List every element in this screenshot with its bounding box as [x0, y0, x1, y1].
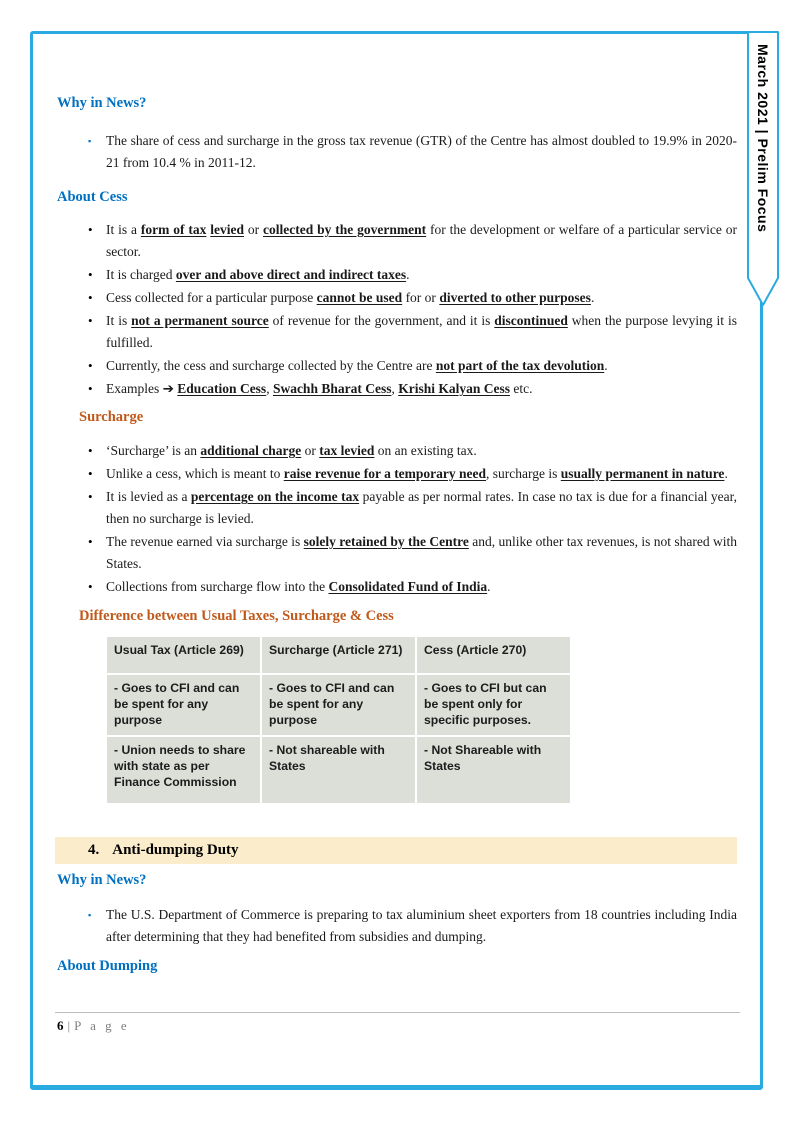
page-footer	[57, 1018, 760, 1034]
bullet-list-news-2	[57, 904, 737, 948]
heading-about-dumping: About Dumping	[57, 958, 158, 974]
bullet-icon: •	[88, 222, 93, 237]
bullet-icon: •	[88, 358, 93, 373]
footer-separator: |	[67, 1018, 71, 1033]
bullet-icon: •	[88, 313, 93, 328]
list-item	[57, 219, 737, 263]
list-item	[57, 130, 737, 174]
list-item-text: Currently, the cess and surcharge collected by the Centre are not part of the tax devolution.	[106, 358, 608, 373]
list-item-text: It is charged over and above direct and indirect taxes.	[106, 267, 410, 282]
comparison-table	[105, 635, 572, 805]
list-item-text: The revenue earned via surcharge is solely retained by the Centre and, unlike other tax revenues, is not shared with States.	[106, 534, 737, 571]
heading-why-in-news-2: Why in News?	[57, 872, 147, 888]
bullet-icon: •	[88, 267, 93, 282]
bullet-list-about-cess	[57, 219, 737, 400]
list-item-text: It is a form of tax levied or collected by the government for the development or welfare of a particular service or sector.	[106, 222, 738, 259]
list-item	[57, 264, 737, 286]
footer-divider	[55, 1012, 740, 1013]
list-item-text: It is levied as a percentage on the income tax payable as per normal rates. In case no tax is due for a financial year, then no surcharge is levied.	[106, 489, 737, 526]
bullet-icon: ▪	[88, 136, 92, 146]
bullet-icon: •	[88, 466, 93, 481]
sidebar-tab	[747, 31, 779, 309]
section-number: 4.	[88, 842, 100, 858]
bullet-icon: •	[88, 534, 93, 549]
table-header-cell: Surcharge (Article 271)	[262, 637, 415, 673]
list-item-text: The share of cess and surcharge in the gross tax revenue (GTR) of the Centre has almost doubled to 19.9% in 2020-21 from 10.4 % in 2011-12.	[106, 133, 737, 170]
list-item-text: Examples ➔ Education Cess, Swachh Bharat Cess, Krishi Kalyan Cess etc.	[106, 381, 533, 396]
table-header-cell: Cess (Article 270)	[417, 637, 570, 673]
bullet-icon: •	[88, 381, 93, 396]
table-header-row	[107, 637, 570, 673]
bullet-icon: •	[88, 290, 93, 305]
sidebar-tab-label-wrap	[747, 31, 779, 281]
list-item-text: Cess collected for a particular purpose cannot be used for or diverted to other purposes.	[106, 290, 595, 305]
list-item	[57, 355, 737, 377]
list-item	[57, 463, 737, 485]
list-item	[57, 904, 737, 948]
list-item	[57, 287, 737, 309]
list-item-text: It is not a permanent source of revenue for the government, and it is discontinued when the purpose levying it is fulfilled.	[106, 313, 737, 350]
list-item	[57, 576, 737, 598]
bullet-icon: •	[88, 489, 93, 504]
table-cell: - Goes to CFI and can be spent for any purpose	[262, 675, 415, 735]
page-number: 6	[57, 1018, 64, 1033]
page-content	[33, 34, 760, 1034]
table-cell: - Union needs to share with state as per Finance Commission	[107, 737, 260, 803]
table-row	[107, 675, 570, 735]
heading-why-in-news-1: Why in News?	[57, 95, 147, 111]
heading-about-cess: About Cess	[57, 189, 128, 205]
heading-difference: Difference between Usual Taxes, Surcharge & Cess	[79, 608, 394, 624]
table-cell: - Not Shareable with States	[417, 737, 570, 803]
section-title: Anti-dumping Duty	[112, 842, 239, 858]
list-item	[57, 378, 737, 400]
table-cell: - Not shareable with States	[262, 737, 415, 803]
list-item-text: Collections from surcharge flow into the Consolidated Fund of India.	[106, 579, 491, 594]
footer-page-label: P a g e	[74, 1018, 130, 1033]
bullet-icon: ▪	[88, 910, 92, 920]
bullet-icon: •	[88, 579, 93, 594]
table-header-cell: Usual Tax (Article 269)	[107, 637, 260, 673]
table-row	[107, 737, 570, 803]
list-item	[57, 531, 737, 575]
heading-surcharge: Surcharge	[79, 409, 144, 425]
list-item-text: ‘Surcharge’ is an additional charge or tax levied on an existing tax.	[106, 443, 477, 458]
list-item-text: The U.S. Department of Commerce is preparing to tax aluminium sheet exporters from 18 countries including India after determining that they had benefited from subsidies and dumping.	[106, 907, 737, 944]
list-item	[57, 440, 737, 462]
sidebar-tab-label: March 2021 | Prelim Focus	[755, 44, 771, 233]
bullet-list-surcharge	[57, 440, 737, 598]
section-4-band	[55, 837, 737, 864]
list-item	[57, 486, 737, 530]
list-item-text: Unlike a cess, which is meant to raise revenue for a temporary need, surcharge is usually permanent in nature.	[106, 466, 728, 481]
list-item	[57, 310, 737, 354]
table-cell: - Goes to CFI and can be spent for any purpose	[107, 675, 260, 735]
bullet-list-news-1	[57, 130, 737, 174]
bullet-icon: •	[88, 443, 93, 458]
table-cell: - Goes to CFI but can be spent only for specific purposes.	[417, 675, 570, 735]
